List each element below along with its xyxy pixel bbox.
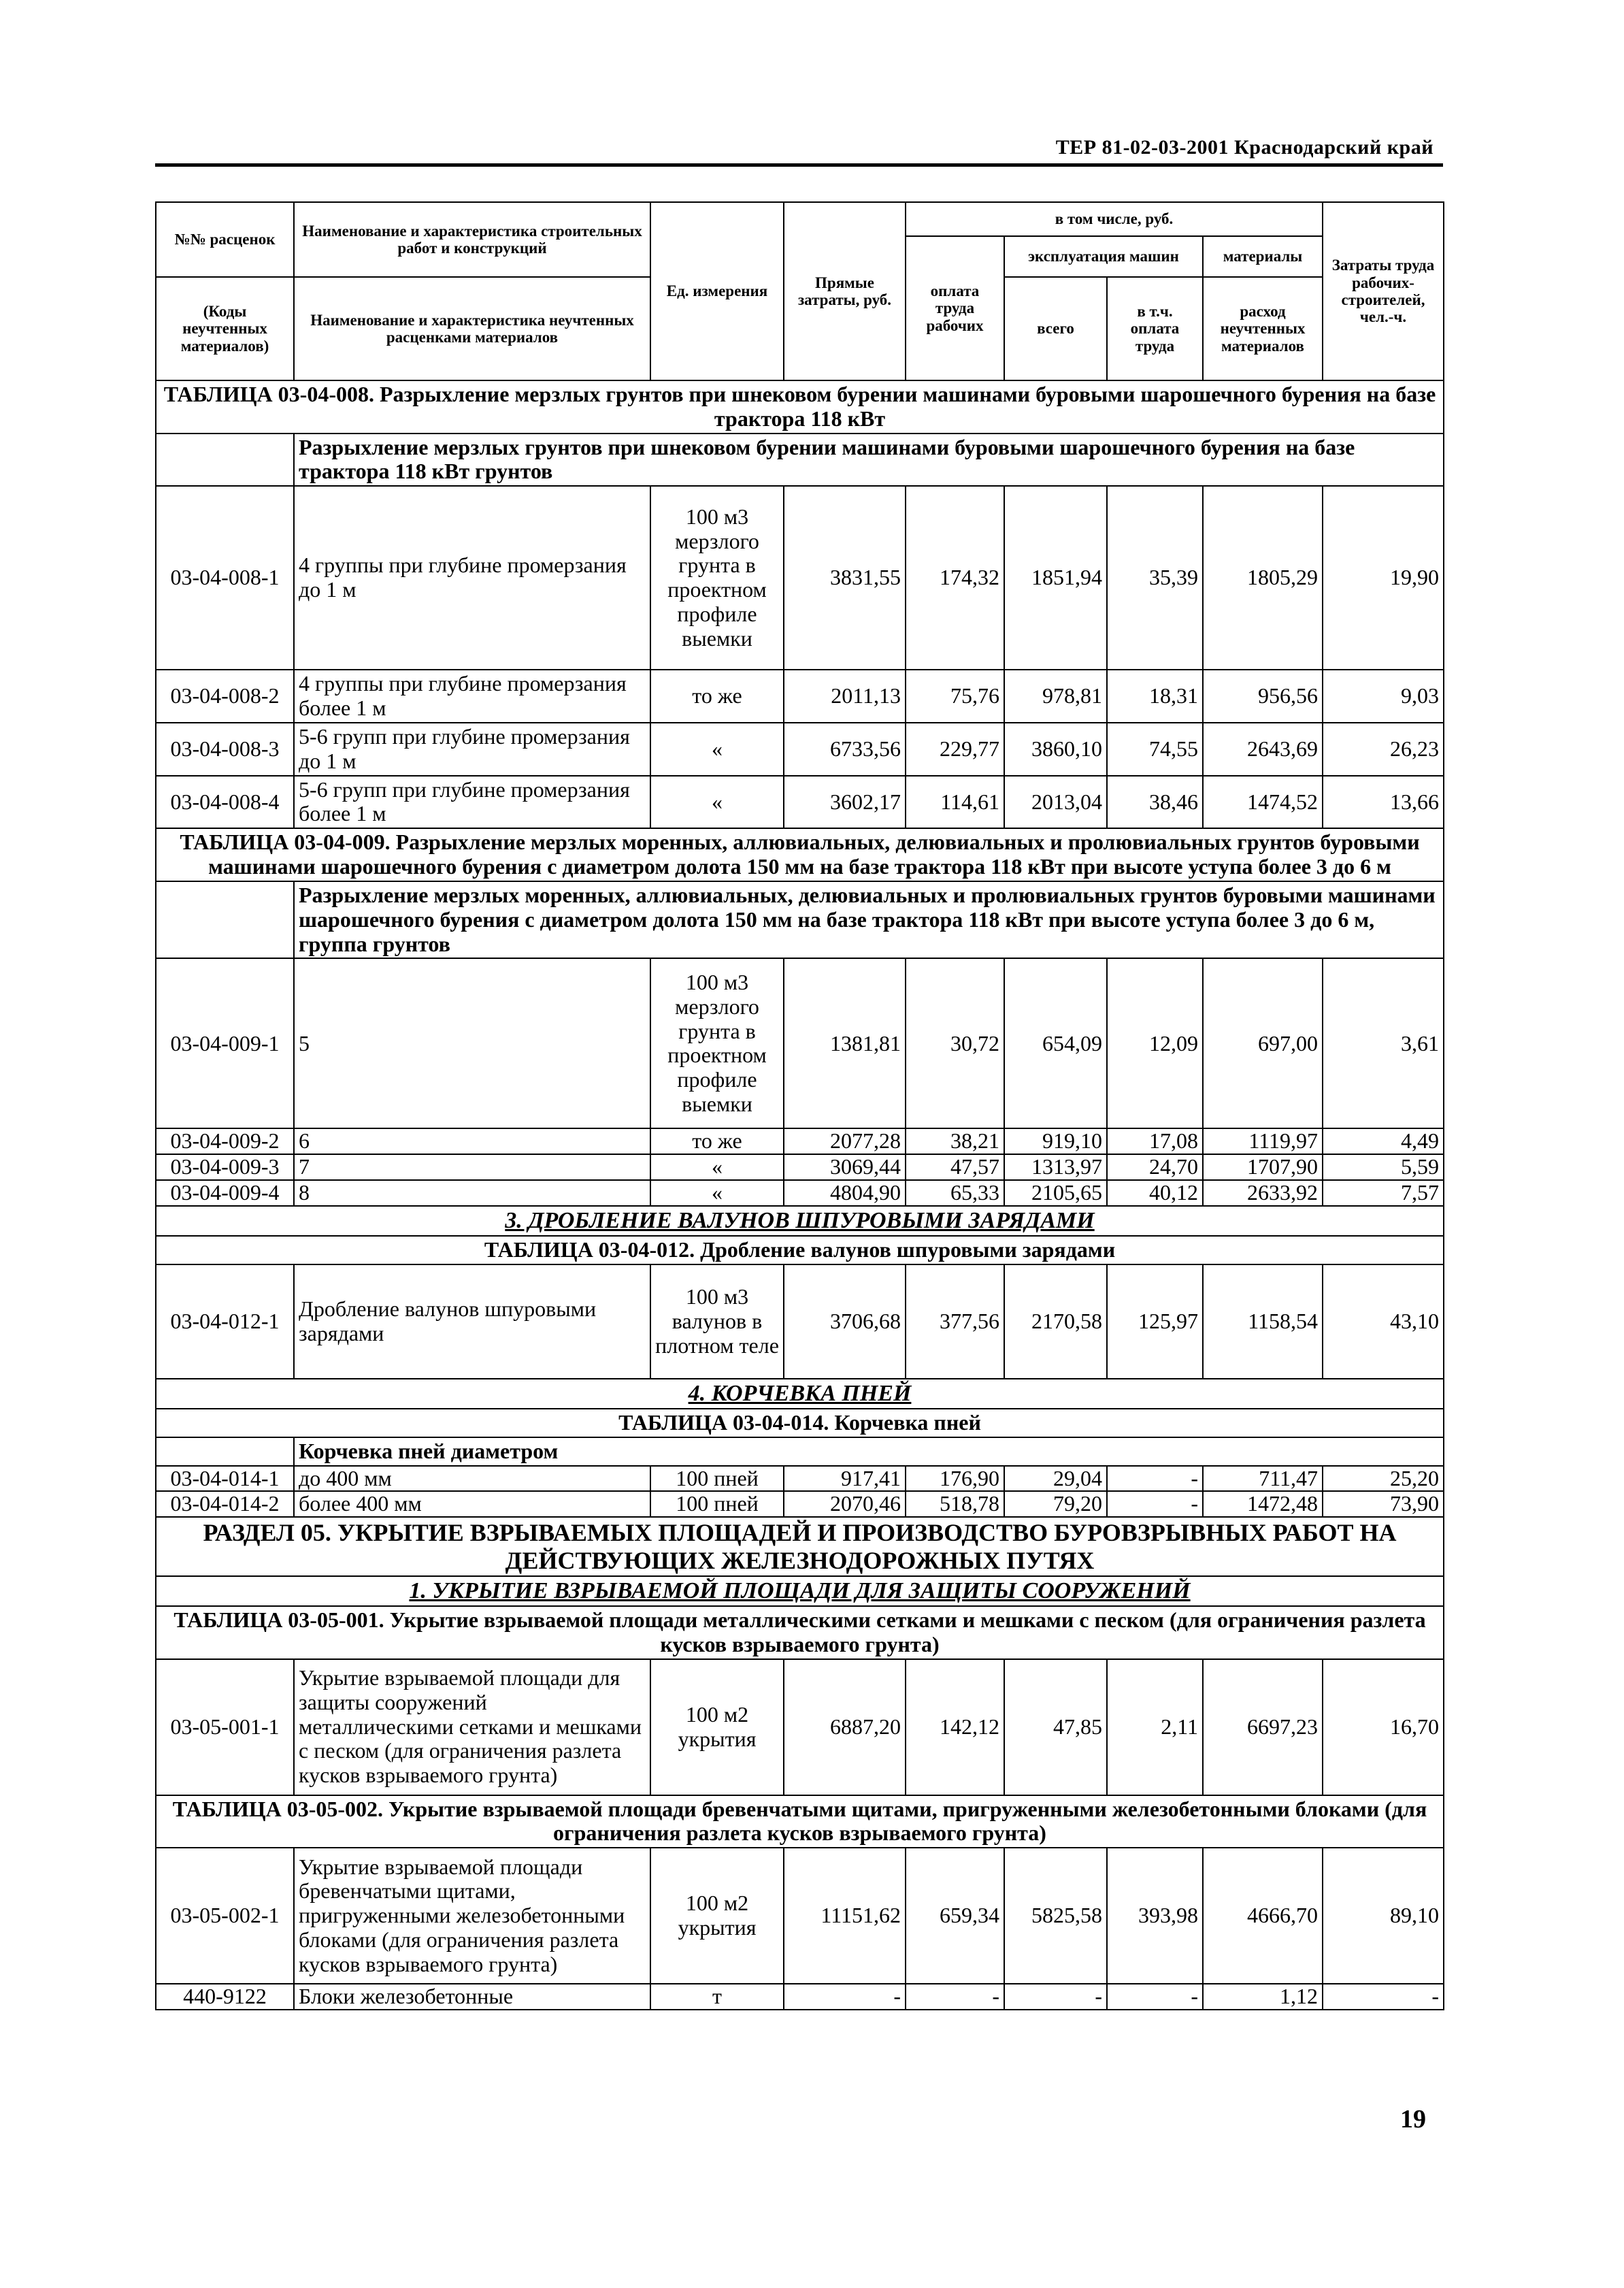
rate-direct: 2070,46 [784,1491,906,1517]
rate-unit: 100 м2 укрытия [650,1848,784,1984]
rate-machine: 79,20 [1004,1491,1107,1517]
subhead-row [156,434,1444,487]
table-row [156,1659,1444,1795]
rate-direct: 11151,62 [784,1848,906,1984]
rate-name: Укрытие взрываемой площади бревенчатыми щитами, пригруженными железобетонными блоками (для ограничения разлета кусков взрываемого грунта) [294,1848,650,1984]
rate-materials: 2633,92 [1203,1180,1323,1206]
material-code: 440-9122 [156,1984,294,2010]
rate-materials: 2643,69 [1203,723,1323,776]
rate-hours: 43,10 [1323,1264,1444,1379]
rate-materials: 1474,52 [1203,776,1323,829]
header-rule [155,163,1443,167]
rate-hours: 9,03 [1323,670,1444,723]
rate-machine: 1851,94 [1004,486,1107,670]
rate-labor: 142,12 [906,1659,1004,1795]
col-name-main: Наименование и характеристика строительных работ и конструкций [294,202,650,277]
rate-direct: 3602,17 [784,776,906,829]
table-row [156,670,1444,723]
material-machine: - [1004,1984,1107,2010]
rate-materials: 1158,54 [1203,1264,1323,1379]
subhead-row [156,1437,1444,1466]
col-code-main: №№ расценок [156,202,294,277]
rate-labor: 229,77 [906,723,1004,776]
rate-labor: 377,56 [906,1264,1004,1379]
rate-direct: 2077,28 [784,1128,906,1154]
rate-unit: « [650,723,784,776]
table-title-text: Корчевка пней [834,1409,981,1435]
col-direct: Прямые затраты, руб. [784,202,906,380]
rate-machine-labor: 17,08 [1107,1128,1203,1154]
rate-unit: 100 пней [650,1466,784,1492]
rate-unit: 100 пней [650,1491,784,1517]
rate-unit: « [650,1154,784,1180]
table-title-text: Дробление валунов шпуровыми зарядами [700,1237,1116,1262]
table-row [156,486,1444,670]
table-row [156,1264,1444,1379]
table-title-lead: ТАБЛИЦА 03-04-008. [163,382,374,406]
rate-name: 8 [294,1180,650,1206]
rate-machine: 3860,10 [1004,723,1107,776]
col-incl: в том числе, руб. [906,202,1323,236]
rate-machine-labor: 125,97 [1107,1264,1203,1379]
empty-cell [156,881,294,958]
rate-labor: 30,72 [906,958,1004,1128]
rate-unit: 100 м3 мерзлого грунта в проектном профиле выемки [650,486,784,670]
rate-unit: « [650,1180,784,1206]
part-title-row [156,1517,1444,1576]
table-title-lead: ТАБЛИЦА 03-05-002. [172,1796,384,1821]
rate-code: 03-04-008-4 [156,776,294,829]
rate-materials: 1707,90 [1203,1154,1323,1180]
rate-machine-labor: 18,31 [1107,670,1203,723]
part-05-section-1-title: 1. УКРЫТИЕ ВЗРЫВАЕМОЙ ПЛОЩАДИ ДЛЯ ЗАЩИТЫ СООРУЖЕНИЙ [156,1576,1444,1606]
rate-materials: 4666,70 [1203,1848,1323,1984]
rate-machine-labor: 393,98 [1107,1848,1203,1984]
rates-table [155,201,1444,2010]
col-machine: эксплуатация машин [1004,236,1203,277]
rate-machine: 29,04 [1004,1466,1107,1492]
rate-materials: 1472,48 [1203,1491,1323,1517]
rate-hours: 7,57 [1323,1180,1444,1206]
table-row [156,776,1444,829]
rate-machine-labor: 38,46 [1107,776,1203,829]
rate-direct: 917,41 [784,1466,906,1492]
rate-unit: 100 м2 укрытия [650,1659,784,1795]
rate-materials: 1805,29 [1203,486,1323,670]
rate-materials: 1119,97 [1203,1128,1323,1154]
rate-materials: 697,00 [1203,958,1323,1128]
table-03-04-009-title [156,828,1444,881]
header-row-1 [156,202,1444,236]
rate-labor: 65,33 [906,1180,1004,1206]
material-direct: - [784,1984,906,2010]
rate-labor: 38,21 [906,1128,1004,1154]
table-title-row [156,380,1444,434]
rate-direct: 1381,81 [784,958,906,1128]
rate-machine-labor: 24,70 [1107,1154,1203,1180]
table-row [156,1491,1444,1517]
table-title-text: Укрытие взрываемой площади бревенчатыми щитами, пригруженными железобетонными блоками (для ограничения разлета кусков взрываемого грунта) [388,1796,1427,1846]
rate-code: 03-04-014-2 [156,1491,294,1517]
rate-machine: 2170,58 [1004,1264,1107,1379]
material-machine-labor: - [1107,1984,1203,2010]
rate-code: 03-05-001-1 [156,1659,294,1795]
material-hours: - [1323,1984,1444,2010]
rate-name: Укрытие взрываемой площади для защиты сооружений металлическими сетками и мешками с песком (для ограничения разлета кусков взрываемого грунта) [294,1659,650,1795]
table-03-04-014-title [156,1409,1444,1437]
rate-name: 6 [294,1128,650,1154]
table-row [156,1466,1444,1492]
rate-direct: 4804,90 [784,1180,906,1206]
table-row [156,1848,1444,1984]
rate-code: 03-04-009-1 [156,958,294,1128]
rate-direct: 6887,20 [784,1659,906,1795]
page-number: 19 [1400,2105,1426,2134]
rate-name: 4 группы при глубине промерзания более 1 м [294,670,650,723]
empty-cell [156,1437,294,1466]
rate-unit: 100 м3 мерзлого грунта в проектном профиле выемки [650,958,784,1128]
rate-machine-labor: 12,09 [1107,958,1203,1128]
rate-labor: 174,32 [906,486,1004,670]
table-title-text: Укрытие взрываемой площади металлическими сетками и мешками с песком (для ограничения разлета кусков взрываемого грунта) [389,1607,1426,1656]
material-unit: т [650,1984,784,2010]
rate-direct: 3831,55 [784,486,906,670]
col-machine-total: всего [1004,277,1107,380]
material-labor: - [906,1984,1004,2010]
rate-hours: 19,90 [1323,486,1444,670]
rate-name: до 400 мм [294,1466,650,1492]
rate-name: 5 [294,958,650,1128]
material-consumption: 1,12 [1203,1984,1323,2010]
rate-direct: 3706,68 [784,1264,906,1379]
rate-code: 03-04-012-1 [156,1264,294,1379]
rate-materials: 956,56 [1203,670,1323,723]
table-row [156,1154,1444,1180]
rate-labor: 659,34 [906,1848,1004,1984]
section-title-row [156,1206,1444,1236]
section-4-title: 4. КОРЧЕВКА ПНЕЙ [156,1379,1444,1409]
rate-hours: 26,23 [1323,723,1444,776]
table-row [156,1128,1444,1154]
rate-name: более 400 мм [294,1491,650,1517]
part-05-title: РАЗДЕЛ 05. УКРЫТИЕ ВЗРЫВАЕМЫХ ПЛОЩАДЕЙ И ПРОИЗВОДСТВО БУРОВЗРЫВНЫХ РАБОТ НА ДЕЙСТВУЮЩИХ ЖЕЛЕЗНОДОРОЖНЫХ ПУТЯХ [156,1517,1444,1576]
rate-direct: 3069,44 [784,1154,906,1180]
rate-code: 03-04-008-1 [156,486,294,670]
rate-machine-labor: 74,55 [1107,723,1203,776]
rate-name: 4 группы при глубине промерзания до 1 м [294,486,650,670]
rate-hours: 25,20 [1323,1466,1444,1492]
table-row [156,958,1444,1128]
section-title-row [156,1379,1444,1409]
rate-code: 03-04-009-2 [156,1128,294,1154]
table-row [156,1180,1444,1206]
rate-code: 03-05-002-1 [156,1848,294,1984]
section-title-row [156,1576,1444,1606]
table-title-lead: ТАБЛИЦА 03-05-001. [173,1607,384,1632]
rate-labor: 75,76 [906,670,1004,723]
rate-hours: 73,90 [1323,1491,1444,1517]
table-title-row [156,1795,1444,1848]
table-03-04-008-subhead: Разрыхление мерзлых грунтов при шнековом бурении машинами буровыми шарошечного бурения на базе трактора 118 кВт грунтов [294,434,1444,487]
material-name: Блоки железобетонные [294,1984,650,2010]
table-title-text: Разрыхление мерзлых грунтов при шнековом бурении машинами буровыми шарошечного бурения на базе трактора 118 кВт [379,382,1436,431]
rate-machine-labor: - [1107,1466,1203,1492]
table-title-text: Разрыхление мерзлых моренных, аллювиальных, делювиальных и пролювиальных грунтов буровыми машинами шарошечного бурения с диаметром долота 150 мм на базе трактора 118 кВт при высоте уступа более 3 до 6 м [208,830,1420,879]
table-row [156,723,1444,776]
rate-name: Дробление валунов шпуровыми зарядами [294,1264,650,1379]
rate-labor: 518,78 [906,1491,1004,1517]
table-03-04-012-title [156,1236,1444,1264]
rate-name: 5-6 групп при глубине промерзания до 1 м [294,723,650,776]
rate-machine: 919,10 [1004,1128,1107,1154]
table-title-row [156,828,1444,881]
rate-machine: 5825,58 [1004,1848,1107,1984]
section-3-title: 3. ДРОБЛЕНИЕ ВАЛУНОВ ШПУРОВЫМИ ЗАРЯДАМИ [156,1206,1444,1236]
table-title-row [156,1409,1444,1437]
table-title-row [156,1606,1444,1659]
rate-machine-labor: 40,12 [1107,1180,1203,1206]
rate-machine-labor: 2,11 [1107,1659,1203,1795]
rate-code: 03-04-009-4 [156,1180,294,1206]
col-code-sub: (Коды неучтенных материалов) [156,277,294,380]
rate-labor: 114,61 [906,776,1004,829]
rate-code: 03-04-014-1 [156,1466,294,1492]
rate-unit: то же [650,670,784,723]
rate-unit: 100 м3 валунов в плотном теле [650,1264,784,1379]
rate-labor: 176,90 [906,1466,1004,1492]
rate-labor: 47,57 [906,1154,1004,1180]
col-machine-labor: в т.ч. оплата труда [1107,277,1203,380]
table-03-04-014-subhead: Корчевка пней диаметром [294,1437,1444,1466]
empty-cell [156,434,294,487]
rate-materials: 711,47 [1203,1466,1323,1492]
table-03-04-008-title [156,380,1444,434]
table-title-row [156,1236,1444,1264]
rate-code: 03-04-009-3 [156,1154,294,1180]
rate-machine: 2105,65 [1004,1180,1107,1206]
rate-machine-labor: 35,39 [1107,486,1203,670]
rate-machine: 978,81 [1004,670,1107,723]
rate-hours: 4,49 [1323,1128,1444,1154]
rate-machine: 47,85 [1004,1659,1107,1795]
rate-machine: 2013,04 [1004,776,1107,829]
col-labor-cost: Затраты труда рабочих-строителей, чел.-ч. [1323,202,1444,380]
rate-code: 03-04-008-3 [156,723,294,776]
rate-name: 7 [294,1154,650,1180]
subhead-row [156,881,1444,958]
col-materials-sub: расход неучтенных материалов [1203,277,1323,380]
rate-hours: 16,70 [1323,1659,1444,1795]
rate-machine: 654,09 [1004,958,1107,1128]
rate-code: 03-04-008-2 [156,670,294,723]
rate-hours: 5,59 [1323,1154,1444,1180]
rate-direct: 2011,13 [784,670,906,723]
rate-hours: 89,10 [1323,1848,1444,1984]
table-03-04-009-subhead: Разрыхление мерзлых моренных, аллювиальных, делювиальных и пролювиальных грунтов буровыми машинами шарошечного бурения с диаметром долота 150 мм на базе трактора 118 кВт при высоте уступа более 3 до 6 м, группа грунтов [294,881,1444,958]
rate-hours: 13,66 [1323,776,1444,829]
rate-unit: то же [650,1128,784,1154]
col-materials: материалы [1203,236,1323,277]
rate-name: 5-6 групп при глубине промерзания более 1 м [294,776,650,829]
rate-materials: 6697,23 [1203,1659,1323,1795]
table-title-lead: ТАБЛИЦА 03-04-009. [180,830,391,855]
col-name-sub: Наименование и характеристика неучтенных расценками материалов [294,277,650,380]
material-row [156,1984,1444,2010]
rate-unit: « [650,776,784,829]
document-header-title: ТЕР 81-02-03-2001 Краснодарский край [1055,136,1434,159]
rate-hours: 3,61 [1323,958,1444,1128]
col-unit: Ед. измерения [650,202,784,380]
rate-machine: 1313,97 [1004,1154,1107,1180]
table-03-05-001-title [156,1606,1444,1659]
table-title-lead: ТАБЛИЦА 03-04-014. [618,1409,829,1435]
table-title-lead: ТАБЛИЦА 03-04-012. [484,1237,695,1262]
rate-machine-labor: - [1107,1491,1203,1517]
rate-direct: 6733,56 [784,723,906,776]
col-labor: оплата труда рабочих [906,236,1004,380]
table-03-05-002-title [156,1795,1444,1848]
